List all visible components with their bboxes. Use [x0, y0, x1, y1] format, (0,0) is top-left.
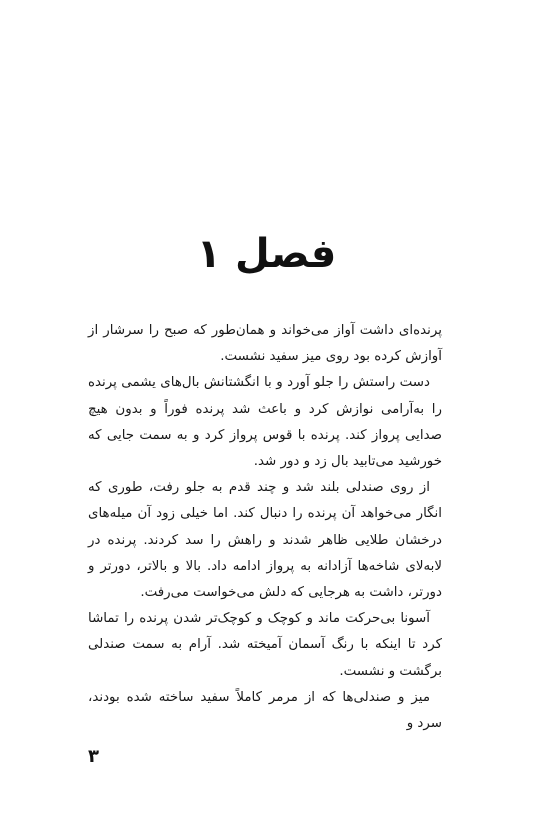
paragraph: پرنده‌ای داشت آواز می‌خواند و همان‌طور که صبح را سرشار از آوازش کرده بود روی میز سفید نشست.	[88, 323, 442, 365]
chapter-body	[88, 318, 442, 737]
paragraph: میز و صندلی‌ها که از مرمر کاملاً سفید ساخته شده بودند، سرد و	[88, 689, 442, 732]
paragraph: دست راستش را جلو آورد و با انگشتانش بال‌های یشمی پرنده را به‌آرامی نوازش کرد و باعث شد پرنده فوراً و بدون هیچ صدایی پرواز کند. پرنده با قوس پرواز کرد و به سمت جایی که خورشید می‌تابید بال زد و دور شد.	[88, 375, 442, 470]
page-number: ۳	[88, 746, 99, 767]
chapter-title: فصل ۱	[196, 231, 337, 277]
paragraph: آسونا بی‌حرکت ماند و کوچک و کوچک‌تر شدن پرنده را تماشا کرد تا اینکه با رنگ آسمان آمیخته شد. آرام به سمت صندلی برگشت و نشست.	[88, 611, 442, 679]
paragraph: از روی صندلی بلند شد و چند قدم به جلو رفت، طوری که انگار می‌خواهد آن پرنده را دنبال کند. اما خیلی زود آن میله‌های درخشان طلایی ظاهر شدند و راهش را سد کردند. پرنده در لابه‌لای شاخه‌ها آزادانه به پرواز ادامه داد. بالا و بالاتر، دورتر و دورتر، داشت به هرجایی که دلش می‌خواست می‌رفت.	[88, 480, 442, 601]
